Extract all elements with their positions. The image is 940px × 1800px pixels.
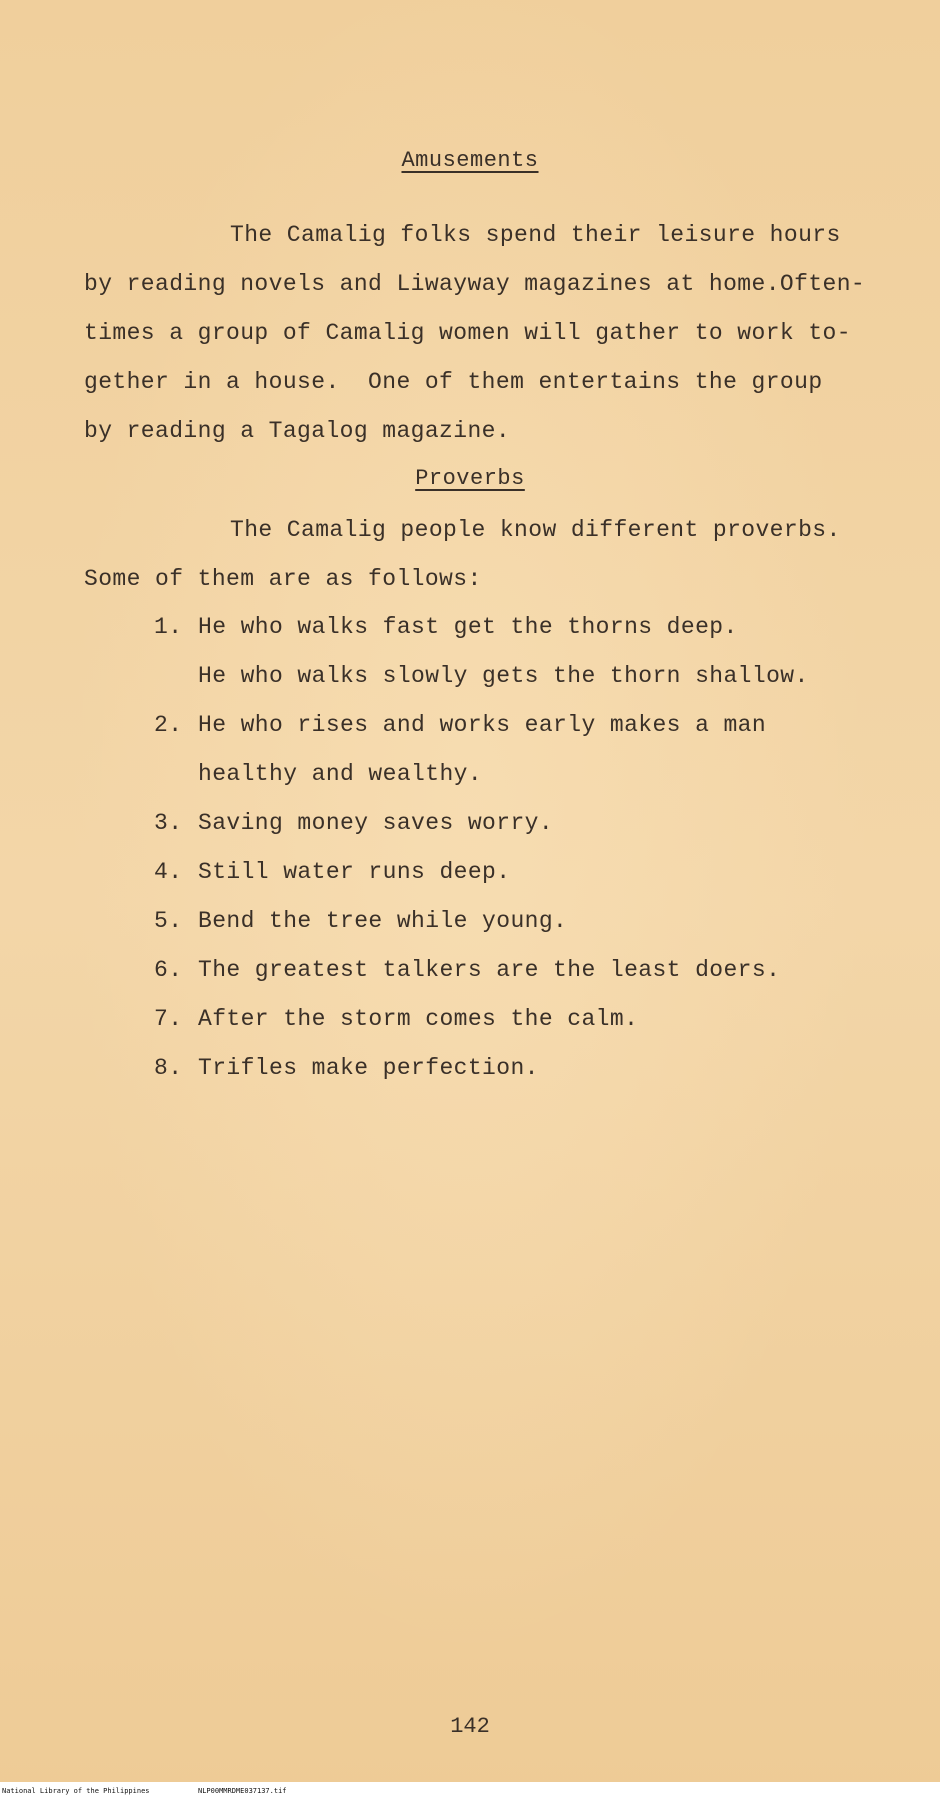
list-item bbox=[154, 1044, 914, 1093]
list-item-text: Bend the tree while young. bbox=[198, 908, 568, 934]
list-item-text: The greatest talkers are the least doers. bbox=[198, 957, 781, 983]
page-number: 142 bbox=[450, 1714, 490, 1739]
list-item bbox=[154, 701, 914, 799]
paragraph-line: by reading novels and Liwayway magazines at home.Often- bbox=[84, 271, 866, 297]
list-item-number: 7. bbox=[154, 1006, 183, 1032]
list-item-number: 6. bbox=[154, 957, 183, 983]
list-item-number: 1. bbox=[154, 614, 183, 640]
paragraph-line: times a group of Camalig women will gather to work to- bbox=[84, 320, 851, 346]
paragraph-line: by reading a Tagalog magazine. bbox=[84, 418, 511, 444]
paragraph-line: gether in a house. One of them entertains the group bbox=[84, 369, 823, 395]
paragraph-line: The Camalig people know different proverbs. bbox=[230, 517, 841, 543]
amusements-heading: Amusements bbox=[401, 148, 539, 173]
list-item-number: 4. bbox=[154, 859, 183, 885]
paragraph-line: Some of them are as follows: bbox=[84, 566, 482, 592]
list-item bbox=[154, 995, 914, 1044]
proverbs-list bbox=[154, 603, 914, 1093]
scan-footer bbox=[0, 1782, 940, 1800]
list-item bbox=[154, 946, 914, 995]
footer-library: National Library of the Philippines bbox=[2, 1787, 150, 1795]
paragraph-line: The Camalig folks spend their leisure hours bbox=[230, 222, 841, 248]
list-item-text: healthy and wealthy. bbox=[198, 761, 483, 787]
list-item-text: Trifles make perfection. bbox=[198, 1055, 539, 1081]
amusements-paragraph bbox=[84, 211, 884, 456]
proverbs-intro bbox=[84, 506, 884, 604]
list-item-number: 8. bbox=[154, 1055, 183, 1081]
list-item-text: Saving money saves worry. bbox=[198, 810, 554, 836]
proverbs-heading: Proverbs bbox=[415, 466, 525, 491]
list-item-text: Still water runs deep. bbox=[198, 859, 511, 885]
list-item bbox=[154, 897, 914, 946]
list-item bbox=[154, 603, 914, 701]
list-item-text: He who walks fast get the thorns deep. bbox=[198, 614, 738, 640]
footer-file: NLP00MMRDME037137.tif bbox=[198, 1787, 287, 1795]
list-item bbox=[154, 848, 914, 897]
list-item-text: After the storm comes the calm. bbox=[198, 1006, 639, 1032]
list-item-text: He who rises and works early makes a man bbox=[198, 712, 767, 738]
list-item bbox=[154, 799, 914, 848]
list-item-text: He who walks slowly gets the thorn shallow. bbox=[198, 663, 809, 689]
list-item-number: 5. bbox=[154, 908, 183, 934]
list-item-number: 3. bbox=[154, 810, 183, 836]
list-item-number: 2. bbox=[154, 712, 183, 738]
